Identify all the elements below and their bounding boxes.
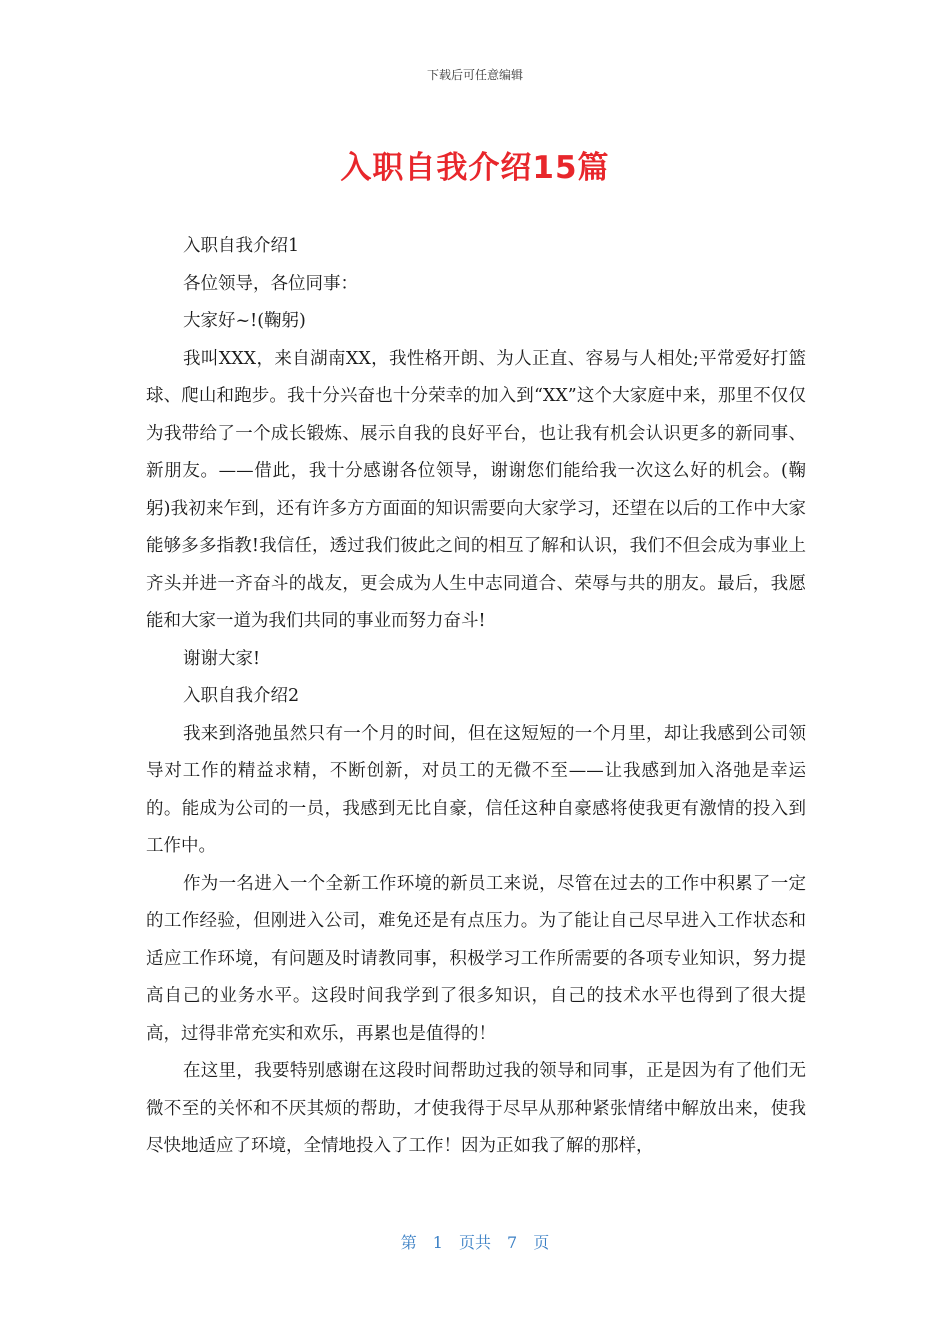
document-title: 入职自我介绍15篇 (340, 150, 610, 186)
section-heading: 入职自我介绍1 (183, 236, 300, 256)
paragraph: 谢谢大家! (183, 648, 261, 669)
document-body (146, 228, 806, 1166)
footer-middle: 页共 (458, 1233, 491, 1252)
header-note: 下载后可任意编辑 (426, 68, 523, 82)
page-footer (0, 1230, 950, 1253)
section-heading: 入职自我介绍2 (183, 686, 300, 706)
footer-suffix: 页 (533, 1233, 550, 1252)
paragraph: 大家好~!(鞠躬) (183, 311, 306, 331)
paragraph: 在这里，我要特别感谢在这段时间帮助过我的领导和同事，正是因为有了他们无微不至的关怀和不厌其烦的帮助，才使我得于尽早从那种紧张情绪中解放出来，使我尽快地适应了环境，全情地投入了工作！因为正如我了解的那样， (146, 1061, 806, 1156)
paragraph: 各位领导，各位同事： (183, 273, 358, 294)
paragraph: 我来到洛弛虽然只有一个月的时间，但在这短短的一个月里，却让我感到公司领导对工作的精益求精，不断创新，对员工的无微不至——让我感到加入洛弛是幸运的。能成为公司的一员，我感到无比自豪，信任这种自豪感将使我更有激情的投入到工作中。 (146, 723, 806, 856)
page-total: 7 (507, 1233, 518, 1252)
paragraph: 作为一名进入一个全新工作环境的新员工来说，尽管在过去的工作中积累了一定的工作经验，但刚进入公司，难免还是有点压力。为了能让自己尽早进入工作状态和适应工作环境，有问题及时请教同事，积极学习工作所需要的各项专业知识，努力提高自己的业务水平。这段时间我学到了很多知识，自己的技术水平也得到了很大提高，过得非常充实和欢乐，再累也是值得的！ (146, 873, 806, 1044)
page-number: 1 (432, 1233, 443, 1252)
paragraph: 我叫XXX，来自湖南XX，我性格开朗、为人正直、容易与人相处;平常爱好打篮球、爬山和跑步。我十分兴奋也十分荣幸的加入到“XX”这个大家庭中来，那里不仅仅为我带给了一个成长锻炼、展示自我的良好平台，也让我有机会认识更多的新同事、新朋友。——借此，我十分感谢各位领导，谢谢您们能给我一次这么好的机会。(鞠躬)我初来乍到，还有许多方方面面的知识需要向大家学习，还望在以后的工作中大家能够多多指教!我信任，透过我们彼此之间的相互了解和认识，我们不但会成为事业上齐头并进一齐奋斗的战友，更会成为人生中志同道合、荣辱与共的朋友。最后，我愿能和大家一道为我们共同的事业而努力奋斗! (146, 348, 806, 631)
footer-prefix: 第 (400, 1233, 417, 1252)
